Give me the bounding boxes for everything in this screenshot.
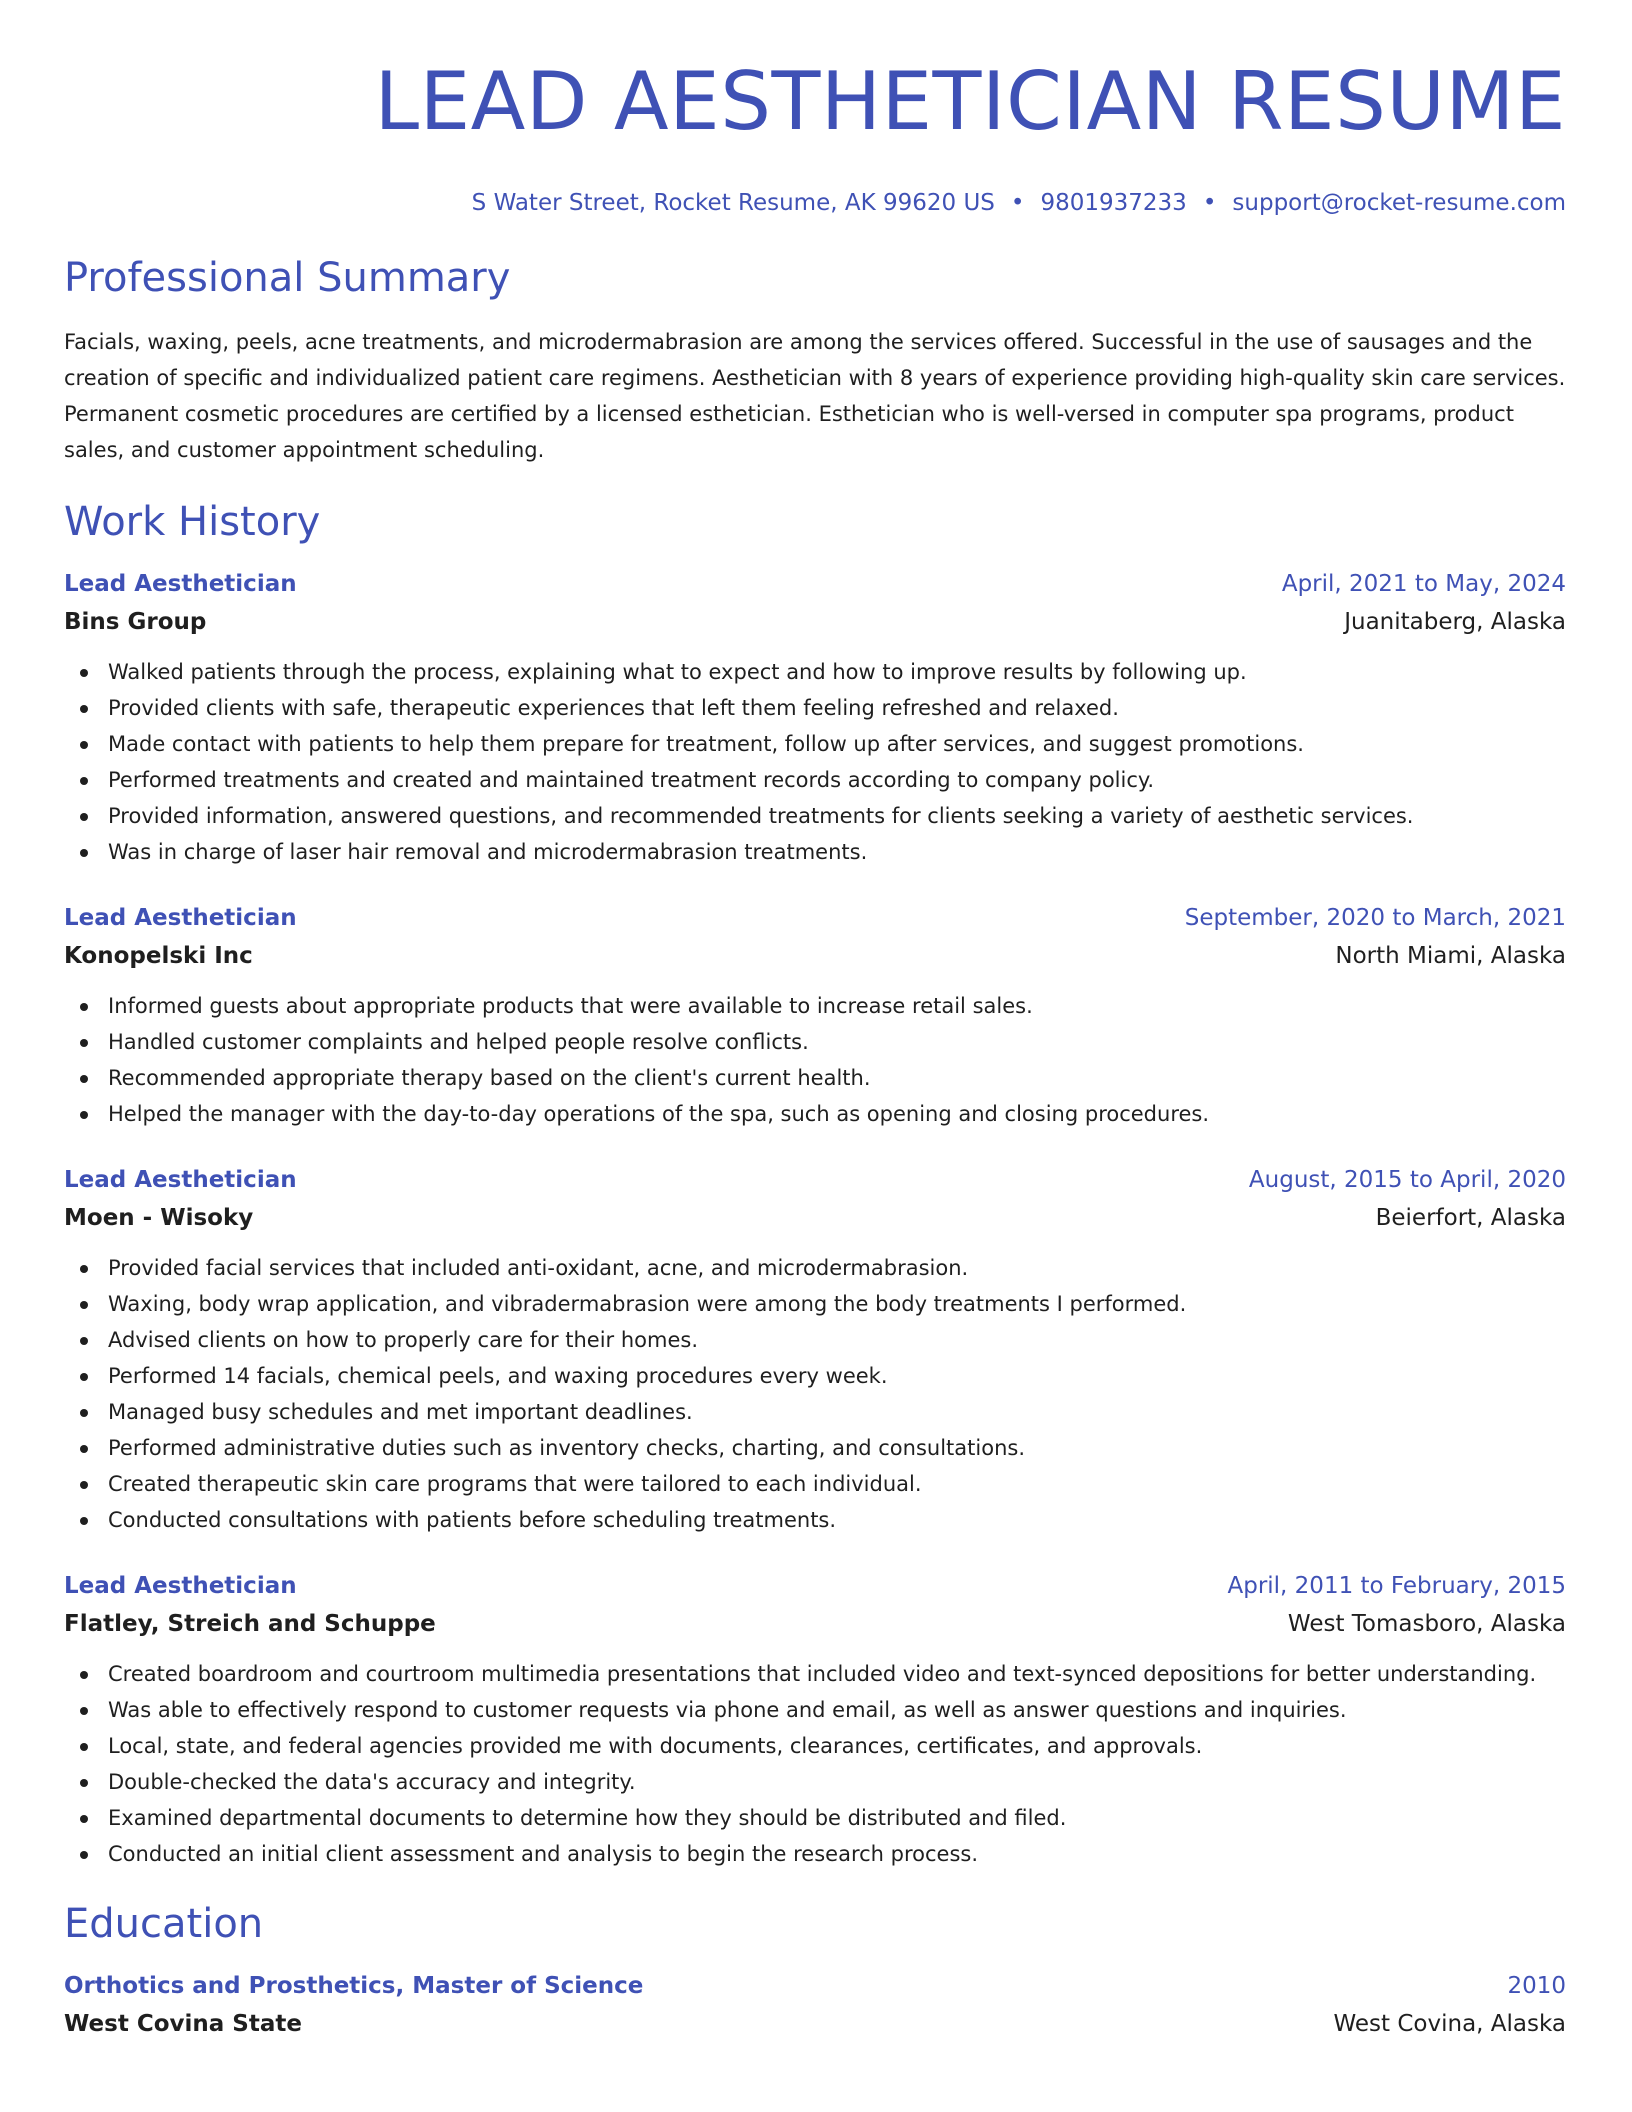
contact-phone: 9801937233 — [1040, 190, 1187, 216]
education-entry — [64, 1970, 1566, 2040]
job-entry — [64, 1570, 1566, 1872]
job-duty: Created boardroom and courtroom multimedia presentations that included video and text-synced depositions for better understanding. — [64, 1656, 1566, 1692]
job-duty: Helped the manager with the day-to-day operations of the spa, such as opening and closing procedures. — [64, 1096, 1566, 1132]
job-title: Lead Aesthetician — [64, 1573, 297, 1599]
work-history-heading: Work History — [64, 499, 321, 545]
job-dates: April, 2011 to February, 2015 — [1227, 1573, 1566, 1599]
job-duties-list — [64, 1250, 1566, 1538]
job-duty: Handled customer complaints and helped people resolve conflicts. — [64, 1024, 1566, 1060]
job-duty: Waxing, body wrap application, and vibradermabrasion were among the body treatments I performed. — [64, 1286, 1566, 1322]
job-duty: Double-checked the data's accuracy and integrity. — [64, 1764, 1566, 1800]
contact-address: S Water Street, Rocket Resume, AK 99620 US — [471, 190, 995, 216]
contact-separator: • — [1202, 190, 1217, 216]
job-duty: Walked patients through the process, explaining what to expect and how to improve results by following up. — [64, 654, 1566, 690]
job-duty: Performed 14 facials, chemical peels, and waxing procedures every week. — [64, 1358, 1566, 1394]
job-duty: Conducted consultations with patients before scheduling treatments. — [64, 1502, 1566, 1538]
summary-heading: Professional Summary — [64, 255, 511, 301]
job-location: North Miami, Alaska — [1335, 943, 1566, 969]
job-duty: Was able to effectively respond to customer requests via phone and email, as well as answer questions and inquiries. — [64, 1692, 1566, 1728]
education-year: 2010 — [1507, 1973, 1566, 1999]
job-duties-list — [64, 1656, 1566, 1872]
job-duty: Provided information, answered questions, and recommended treatments for clients seeking a variety of aesthetic services. — [64, 798, 1566, 834]
contact-separator: • — [1010, 190, 1025, 216]
education-heading: Education — [64, 1901, 264, 1947]
job-duty: Managed busy schedules and met important deadlines. — [64, 1394, 1566, 1430]
job-title: Lead Aesthetician — [64, 571, 297, 597]
job-entry — [64, 1164, 1566, 1538]
job-duty: Performed administrative duties such as inventory checks, charting, and consultations. — [64, 1430, 1566, 1466]
education-degree: Orthotics and Prosthetics, Master of Science — [64, 1973, 644, 1999]
job-duty: Provided clients with safe, therapeutic experiences that left them feeling refreshed and relaxed. — [64, 690, 1566, 726]
job-duty: Was in charge of laser hair removal and microdermabrasion treatments. — [64, 834, 1566, 870]
job-title: Lead Aesthetician — [64, 1167, 297, 1193]
summary-text: Facials, waxing, peels, acne treatments, and microdermabrasion are among the services offered. Successful in the use of sausages and the creation of specific and individualized patient care regimens. Aesthetician with 8 years of experience providing high-quality skin care services. Permanent cosmetic procedures are certified by a licensed esthetician. Esthetician who is well-versed in computer spa programs, product sales, and customer appointment scheduling. — [64, 330, 1566, 462]
job-location: Juanitaberg, Alaska — [1344, 609, 1566, 635]
job-company: Konopelski Inc — [64, 943, 253, 969]
contact-line — [64, 188, 1566, 218]
job-duty: Conducted an initial client assessment and analysis to begin the research process. — [64, 1836, 1566, 1872]
job-company: Moen - Wisoky — [64, 1205, 254, 1231]
job-entry — [64, 568, 1566, 870]
job-duty: Informed guests about appropriate products that were available to increase retail sales. — [64, 988, 1566, 1024]
job-duty: Created therapeutic skin care programs that were tailored to each individual. — [64, 1466, 1566, 1502]
job-dates: April, 2021 to May, 2024 — [1281, 571, 1566, 597]
job-duty: Local, state, and federal agencies provided me with documents, clearances, certificates, and approvals. — [64, 1728, 1566, 1764]
resume-header — [64, 0, 1566, 218]
education-school: West Covina State — [64, 2011, 302, 2037]
job-dates: August, 2015 to April, 2020 — [1248, 1167, 1566, 1193]
contact-email[interactable]: support@rocket-resume.com — [1232, 190, 1566, 216]
job-location: Beierfort, Alaska — [1375, 1205, 1566, 1231]
job-entry — [64, 902, 1566, 1132]
job-dates: September, 2020 to March, 2021 — [1184, 905, 1566, 931]
job-duty: Made contact with patients to help them prepare for treatment, follow up after services, and suggest promotions. — [64, 726, 1566, 762]
job-duty: Advised clients on how to properly care for their homes. — [64, 1322, 1566, 1358]
job-company: Flatley, Streich and Schuppe — [64, 1611, 436, 1637]
resume-name: LEAD AESTHETICIAN RESUME — [374, 55, 1566, 148]
job-duty: Examined departmental documents to determine how they should be distributed and filed. — [64, 1800, 1566, 1836]
job-location: West Tomasboro, Alaska — [1287, 1611, 1566, 1637]
job-title: Lead Aesthetician — [64, 905, 297, 931]
job-duty: Provided facial services that included anti-oxidant, acne, and microdermabrasion. — [64, 1250, 1566, 1286]
resume-page — [64, 0, 1566, 2040]
job-duties-list — [64, 988, 1566, 1132]
job-duties-list — [64, 654, 1566, 870]
job-duty: Recommended appropriate therapy based on the client's current health. — [64, 1060, 1566, 1096]
job-duty: Performed treatments and created and maintained treatment records according to company policy. — [64, 762, 1566, 798]
education-location: West Covina, Alaska — [1333, 2011, 1566, 2037]
job-company: Bins Group — [64, 609, 207, 635]
